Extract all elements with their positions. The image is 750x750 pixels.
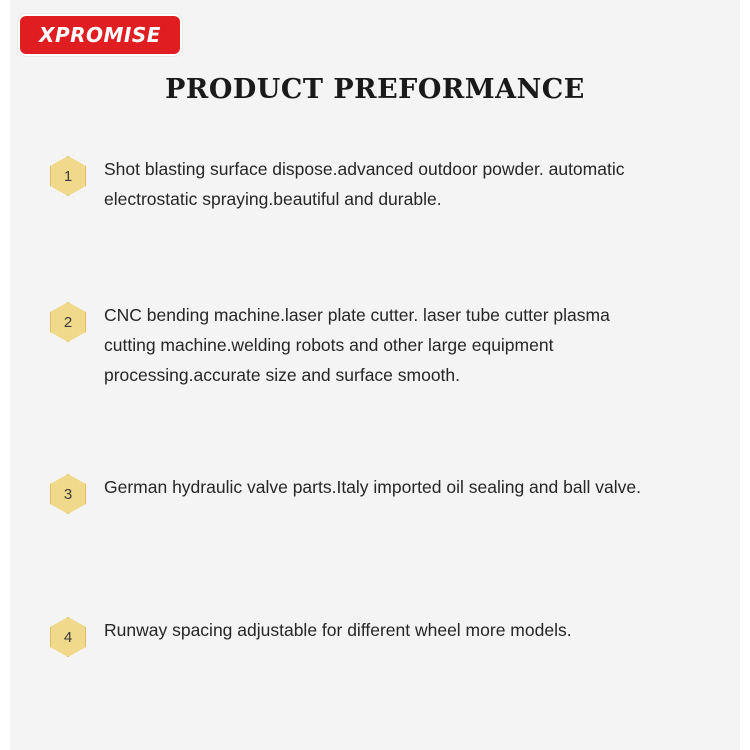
page-title: PRODUCT PREFORMANCE [165,74,585,105]
feature-text: CNC bending machine.laser plate cutter. laser tube cutter plasma cutting machine.welding robots and other large equipment processing.accurate size and surface smooth. [104,305,610,385]
hexagon-badge [50,617,86,657]
feature-text: German hydraulic valve parts.Italy imported oil sealing and ball valve. [104,477,641,497]
hexagon-badge [50,156,86,196]
list-item [50,615,710,657]
hexagon-number: 1 [63,167,73,185]
list-item [50,300,710,390]
hexagon-number: 3 [63,485,73,503]
feature-text: Shot blasting surface dispose.advanced outdoor powder. automatic electrostatic spraying.beautiful and durable. [104,159,625,209]
hexagon-badge [50,474,86,514]
list-item [50,472,710,514]
hexagon-badge [50,302,86,342]
page-left-edge [0,0,10,750]
brand-logo [18,14,182,56]
page-right-edge [740,0,750,750]
hexagon-number: 2 [63,313,73,331]
brand-logo-text: XPROMISE [39,23,161,47]
hexagon-number: 4 [63,628,73,646]
list-item [50,154,710,214]
feature-text: Runway spacing adjustable for different wheel more models. [104,620,572,640]
